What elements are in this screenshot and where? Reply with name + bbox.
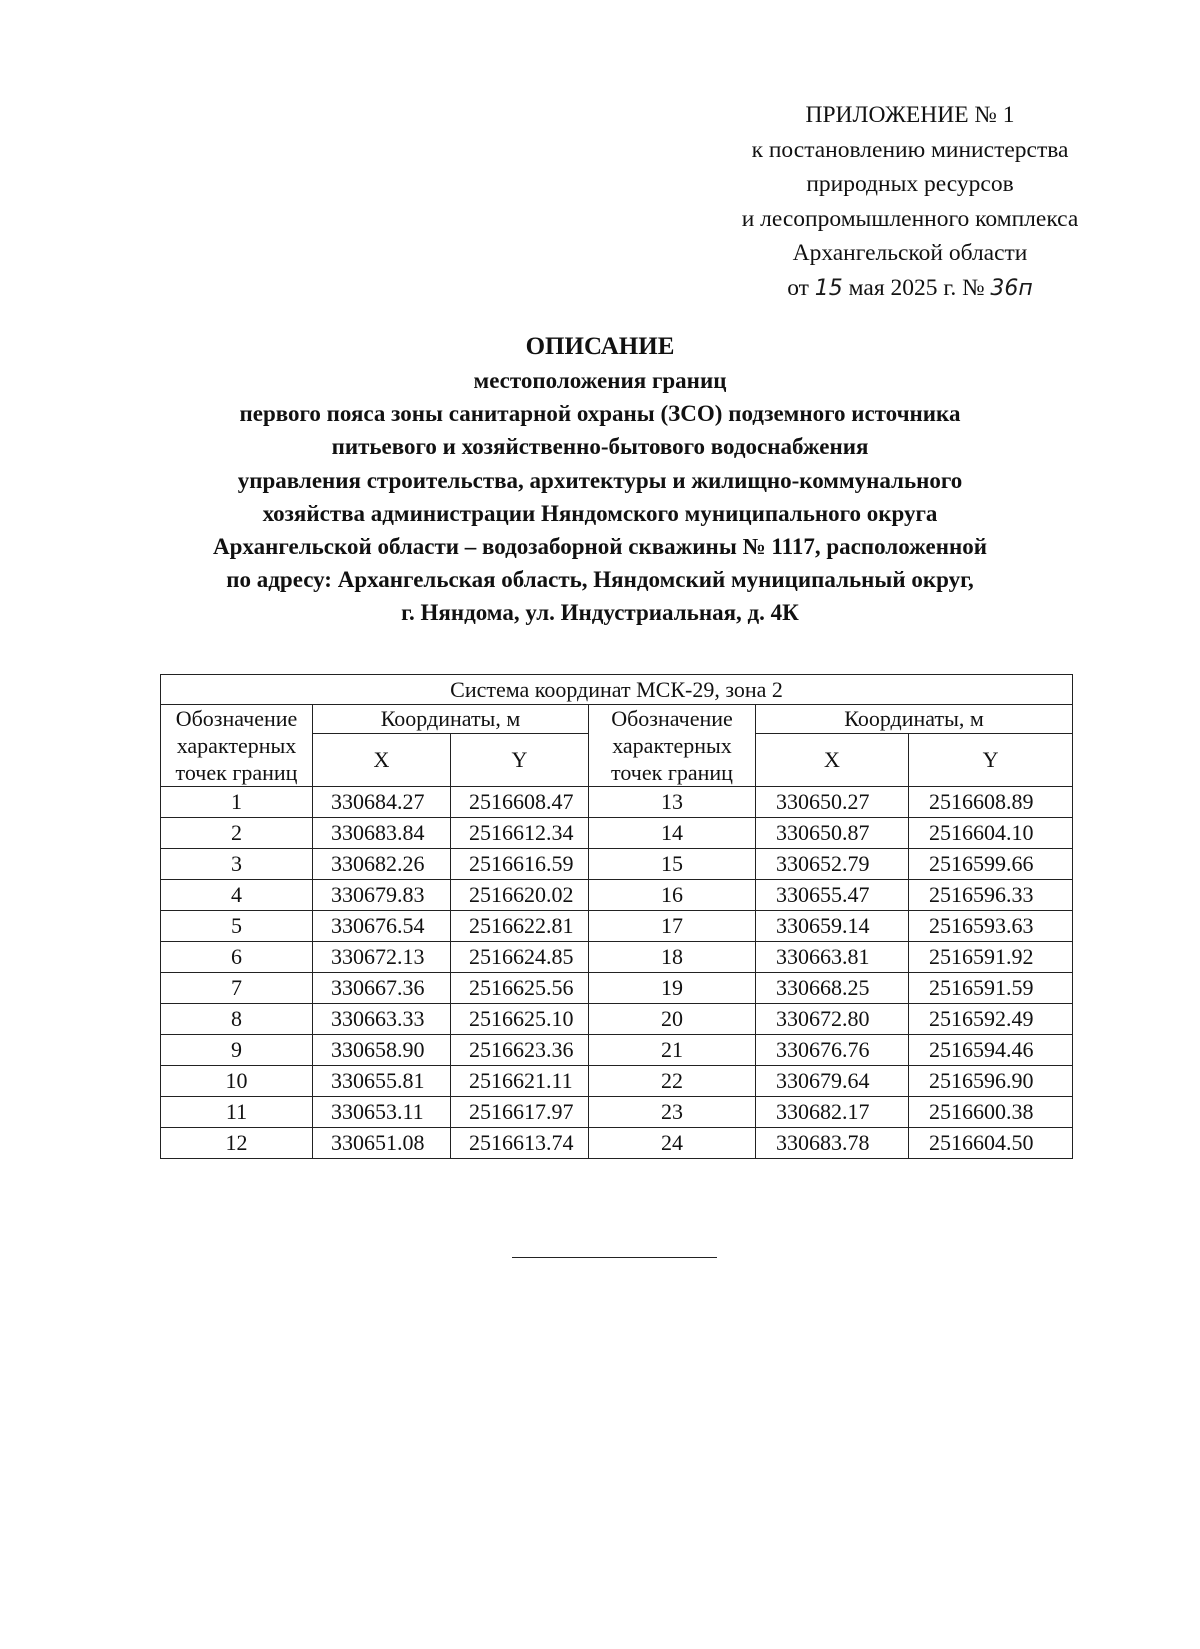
x-value: 330655.81 <box>313 1066 451 1097</box>
point-number: 20 <box>589 1004 756 1035</box>
x-value: 330682.26 <box>313 849 451 880</box>
title-line: г. Няндома, ул. Индустриальная, д. 4К <box>401 600 799 626</box>
point-number: 9 <box>161 1035 313 1066</box>
point-number: 10 <box>161 1066 313 1097</box>
coords-header-left: Координаты, м <box>313 705 589 734</box>
x-value: 330667.36 <box>313 973 451 1004</box>
table-row <box>161 1128 1073 1159</box>
x-value: 330663.33 <box>313 1004 451 1035</box>
title-line: местоположения границ <box>473 368 727 393</box>
point-number: 22 <box>589 1066 756 1097</box>
document-title: ОПИСАНИЕ <box>525 333 675 360</box>
point-number: 16 <box>589 880 756 911</box>
point-number: 5 <box>161 911 313 942</box>
y-value: 2516593.63 <box>909 911 1073 942</box>
date-rest: мая 2025 г. № <box>848 274 985 301</box>
point-number: 6 <box>161 942 313 973</box>
y-value: 2516620.02 <box>451 880 589 911</box>
x-value: 330659.14 <box>756 911 909 942</box>
y-value: 2516599.66 <box>909 849 1073 880</box>
y-value: 2516617.97 <box>451 1097 589 1128</box>
point-label-line1: Обозначение <box>175 706 298 731</box>
x-value: 330676.76 <box>756 1035 909 1066</box>
y-value: 2516600.38 <box>909 1097 1073 1128</box>
x-value: 330651.08 <box>313 1128 451 1159</box>
coordinates-table <box>160 674 1073 1159</box>
x-header-left: X <box>313 734 451 787</box>
point-number: 1 <box>161 787 313 818</box>
point-label-rest: характерных точек границ <box>175 733 298 785</box>
point-number: 14 <box>589 818 756 849</box>
point-number: 13 <box>589 787 756 818</box>
x-value: 330672.13 <box>313 942 451 973</box>
handwritten-date-day: 15 <box>814 275 843 301</box>
x-value: 330679.83 <box>313 880 451 911</box>
point-number: 21 <box>589 1035 756 1066</box>
y-value: 2516613.74 <box>451 1128 589 1159</box>
appendix-line: Архангельской области <box>792 240 1028 266</box>
y-value: 2516612.34 <box>451 818 589 849</box>
y-value: 2516591.59 <box>909 973 1073 1004</box>
date-prefix: от <box>787 274 809 301</box>
point-number: 15 <box>589 849 756 880</box>
point-number: 12 <box>161 1128 313 1159</box>
table-row <box>161 1066 1073 1097</box>
x-value: 330653.11 <box>313 1097 451 1128</box>
closing-rule <box>512 1257 717 1258</box>
y-value: 2516604.10 <box>909 818 1073 849</box>
x-value: 330655.47 <box>756 880 909 911</box>
handwritten-doc-number: 36п <box>990 275 1033 301</box>
table-row <box>161 880 1073 911</box>
point-number: 23 <box>589 1097 756 1128</box>
appendix-date-line <box>690 271 1130 307</box>
table-row <box>161 849 1073 880</box>
title-line: первого пояса зоны санитарной охраны (ЗСО) подземного источника <box>239 401 961 427</box>
y-value: 2516624.85 <box>451 942 589 973</box>
x-value: 330679.64 <box>756 1066 909 1097</box>
title-line: Архангельской области – водозаборной скважины № 1117, расположенной <box>213 534 987 560</box>
x-value: 330663.81 <box>756 942 909 973</box>
y-value: 2516625.10 <box>451 1004 589 1035</box>
table-row <box>161 1035 1073 1066</box>
title-line: управления строительства, архитектуры и жилищно-коммунального <box>237 467 963 493</box>
x-header-right: X <box>756 734 909 787</box>
y-value: 2516608.47 <box>451 787 589 818</box>
x-value: 330684.27 <box>313 787 451 818</box>
table-row <box>161 818 1073 849</box>
x-value: 330652.79 <box>756 849 909 880</box>
y-value: 2516596.90 <box>909 1066 1073 1097</box>
appendix-line: природных ресурсов <box>806 171 1014 197</box>
appendix-line: и лесопромышленного комплекса <box>741 205 1079 232</box>
x-value: 330668.25 <box>756 973 909 1004</box>
point-label-line1: Обозначение <box>611 706 733 731</box>
table-system-row <box>161 675 1073 705</box>
point-number: 17 <box>589 911 756 942</box>
y-header-left: Y <box>451 734 589 787</box>
y-value: 2516621.11 <box>451 1066 589 1097</box>
y-header-right: Y <box>909 734 1073 787</box>
point-number: 4 <box>161 880 313 911</box>
x-value: 330683.78 <box>756 1128 909 1159</box>
x-value: 330682.17 <box>756 1097 909 1128</box>
y-value: 2516594.46 <box>909 1035 1073 1066</box>
table-header-row <box>161 705 1073 734</box>
point-number: 11 <box>161 1097 313 1128</box>
point-number: 2 <box>161 818 313 849</box>
x-value: 330658.90 <box>313 1035 451 1066</box>
x-value: 330676.54 <box>313 911 451 942</box>
y-value: 2516592.49 <box>909 1004 1073 1035</box>
appendix-header <box>690 98 1130 306</box>
table-row <box>161 1004 1073 1035</box>
point-number: 18 <box>589 942 756 973</box>
title-line: хозяйства администрации Няндомского муниципального округа <box>262 500 938 526</box>
point-label-header-left <box>161 705 313 787</box>
title-line: по адресу: Архангельская область, Няндомский муниципальный округ, <box>226 567 974 593</box>
table-row <box>161 973 1073 1004</box>
point-number: 24 <box>589 1128 756 1159</box>
coordinate-system-label: Система координат МСК-29, зона 2 <box>161 675 1073 705</box>
coords-header-right: Координаты, м <box>756 705 1073 734</box>
point-number: 19 <box>589 973 756 1004</box>
appendix-line: к постановлению министерства <box>751 136 1069 163</box>
table-row <box>161 1097 1073 1128</box>
x-value: 330650.27 <box>756 787 909 818</box>
point-label-header-right <box>589 705 756 787</box>
y-value: 2516591.92 <box>909 942 1073 973</box>
y-value: 2516604.50 <box>909 1128 1073 1159</box>
y-value: 2516622.81 <box>451 911 589 942</box>
table-row <box>161 942 1073 973</box>
appendix-heading: ПРИЛОЖЕНИЕ № 1 <box>805 102 1015 128</box>
point-number: 7 <box>161 973 313 1004</box>
table-row <box>161 911 1073 942</box>
x-value: 330650.87 <box>756 818 909 849</box>
point-number: 3 <box>161 849 313 880</box>
y-value: 2516608.89 <box>909 787 1073 818</box>
point-number: 8 <box>161 1004 313 1035</box>
y-value: 2516596.33 <box>909 880 1073 911</box>
document-title-block <box>100 330 1100 630</box>
title-line: питьевого и хозяйственно-бытового водоснабжения <box>331 434 869 460</box>
y-value: 2516623.36 <box>451 1035 589 1066</box>
x-value: 330672.80 <box>756 1004 909 1035</box>
y-value: 2516625.56 <box>451 973 589 1004</box>
y-value: 2516616.59 <box>451 849 589 880</box>
table-row <box>161 787 1073 818</box>
x-value: 330683.84 <box>313 818 451 849</box>
point-label-rest: характерных точек границ <box>611 733 733 785</box>
